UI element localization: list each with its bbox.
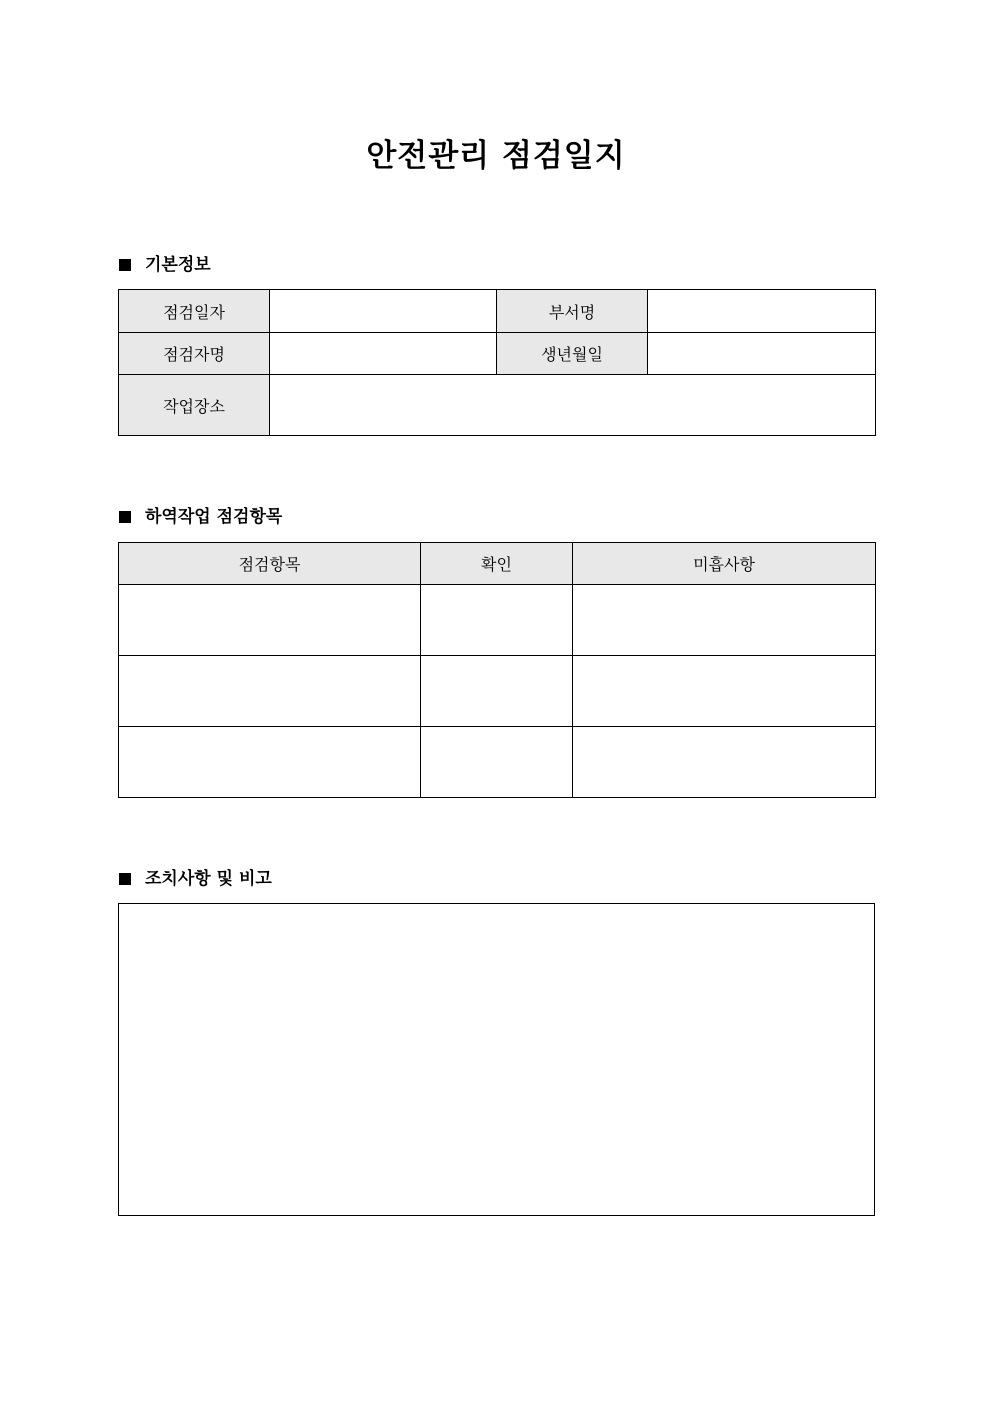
square-bullet-icon bbox=[119, 259, 131, 271]
basic-info-heading-label: 기본정보 bbox=[145, 255, 211, 275]
column-header-confirm: 확인 bbox=[421, 543, 573, 585]
work-location-label: 작업장소 bbox=[119, 375, 270, 436]
check-item-cell[interactable] bbox=[119, 727, 421, 798]
inspection-date-label: 점검일자 bbox=[119, 290, 270, 333]
birth-date-field[interactable] bbox=[648, 333, 876, 375]
department-field[interactable] bbox=[648, 290, 876, 333]
deficiency-cell[interactable] bbox=[573, 727, 876, 798]
table-row bbox=[119, 656, 876, 727]
checklist-heading-label: 하역작업 점검항목 bbox=[145, 507, 283, 527]
square-bullet-icon bbox=[119, 873, 131, 885]
document-title: 안전관리 점검일지 bbox=[366, 138, 626, 174]
basic-info-heading bbox=[119, 254, 211, 276]
checklist-heading bbox=[119, 506, 282, 528]
remarks-textarea[interactable] bbox=[118, 903, 875, 1216]
check-item-cell[interactable] bbox=[119, 656, 421, 727]
basic-info-table bbox=[118, 289, 876, 436]
check-item-cell[interactable] bbox=[119, 585, 421, 656]
table-row bbox=[119, 585, 876, 656]
birth-date-label: 생년월일 bbox=[497, 333, 648, 375]
confirm-cell[interactable] bbox=[421, 656, 573, 727]
column-header-check-item: 점검항목 bbox=[119, 543, 421, 585]
inspector-name-field[interactable] bbox=[270, 333, 497, 375]
work-location-field[interactable] bbox=[270, 375, 876, 436]
table-row bbox=[119, 727, 876, 798]
column-header-deficiency: 미흡사항 bbox=[573, 543, 876, 585]
remarks-heading-label: 조치사항 및 비고 bbox=[145, 869, 272, 889]
square-bullet-icon bbox=[119, 511, 131, 523]
remarks-heading bbox=[119, 868, 272, 890]
inspector-name-label: 점검자명 bbox=[119, 333, 270, 375]
confirm-cell[interactable] bbox=[421, 727, 573, 798]
department-label: 부서명 bbox=[497, 290, 648, 333]
deficiency-cell[interactable] bbox=[573, 656, 876, 727]
confirm-cell[interactable] bbox=[421, 585, 573, 656]
checklist-table bbox=[118, 542, 876, 798]
inspection-date-field[interactable] bbox=[270, 290, 497, 333]
deficiency-cell[interactable] bbox=[573, 585, 876, 656]
